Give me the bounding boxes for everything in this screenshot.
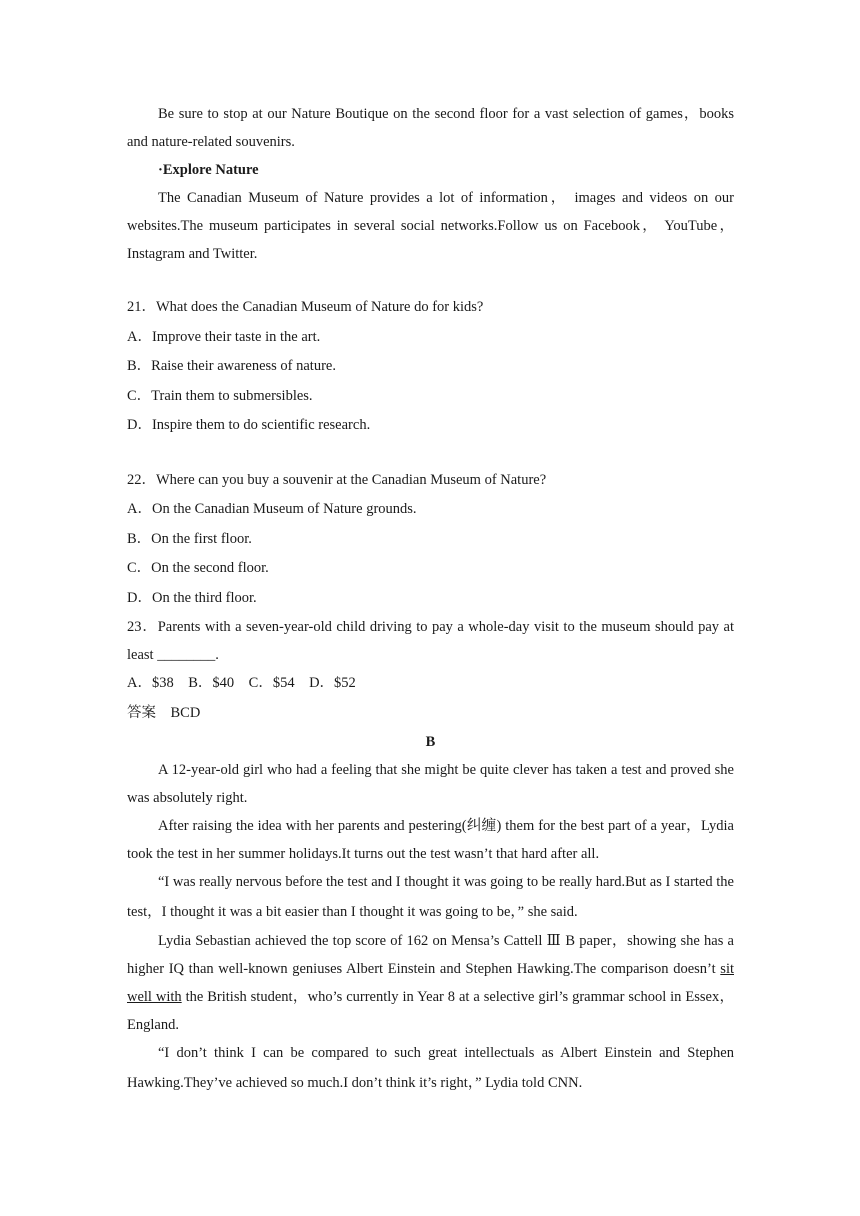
- option-c: C．Train them to submersibles.: [127, 387, 313, 404]
- passage-b-paragraph-1: A 12-year-old girl who had a feeling that she might be quite clever has taken a test and proved she was absolutely right.: [127, 762, 734, 806]
- answer-line: [127, 699, 734, 729]
- option-d: D．On the third floor.: [127, 589, 257, 606]
- spacer: [127, 441, 734, 466]
- option-c: C．On the second floor.: [127, 560, 269, 576]
- answer-value: BCD: [170, 704, 201, 721]
- document-page: [127, 100, 734, 1098]
- explore-nature-heading-text: Explore Nature: [162, 162, 259, 178]
- bullet-dot: ·: [158, 162, 163, 178]
- option-b: B．On the first floor.: [127, 530, 252, 547]
- inline-options: A．$38 B．$40 C．$54 D．$52: [127, 675, 356, 691]
- question-stem: 23．Parents with a seven-year-old child driving to pay a whole-day visit to the museum should pay at least ________.: [127, 619, 734, 663]
- explore-nature-heading: [127, 156, 734, 184]
- passage-b-paragraph-4: [127, 927, 734, 1039]
- passage-b-paragraph-5: “I don’t think I can be compared to such great intellectuals as Albert Einstein and Stephen Hawking.They’ve achieved so much.I don’t think it’s right，” Lydia told CNN.: [127, 1045, 734, 1091]
- question-22: [127, 466, 734, 614]
- option-b: B．Raise their awareness of nature.: [127, 358, 336, 374]
- paragraph-4-text-before: Lydia Sebastian achieved the top score of 162 on Mensa’s Cattell Ⅲ B paper，showing she has a higher IQ than well-known geniuses Albert Einstein and Stephen Hawking.The comparison doesn’t: [127, 933, 734, 977]
- option-a: A．Improve their taste in the art.: [127, 328, 321, 345]
- explore-nature-paragraph: The Canadian Museum of Nature provides a lot of information， images and videos on our websites.The museum participates in several social networks.Follow us on Facebook， YouTube，Instagram and Twitter.: [127, 190, 734, 262]
- question-23: [127, 613, 734, 699]
- passage-b-paragraph-2: After raising the idea with her parents and pestering(纠缠) them for the best part of a year，Lydia took the test in her summer holidays.It turns out the test wasn’t that hard after all.: [127, 818, 734, 862]
- section-b-label: B: [425, 734, 436, 750]
- option-a: A．On the Canadian Museum of Nature grounds.: [127, 501, 417, 517]
- option-d: D．Inspire them to do scientific research.: [127, 417, 371, 433]
- underlined-phrase: sit well with: [127, 961, 734, 1005]
- question-stem: 22．Where can you buy a souvenir at the Canadian Museum of Nature?: [127, 471, 547, 488]
- spacer: [127, 268, 734, 293]
- question-stem: 21．What does the Canadian Museum of Nature do for kids?: [127, 299, 484, 315]
- question-21: [127, 293, 734, 441]
- answer-label: 答案: [127, 704, 156, 721]
- passage-b-paragraph-3: “I was really nervous before the test and I thought it was going to be really hard.But as I started the test，I thought it was a bit easier than I thought it was going to be，” she said.: [127, 874, 734, 920]
- paragraph-4-text-after: the British student，who’s currently in Year 8 at a selective girl’s grammar school in Essex，England.: [127, 989, 734, 1033]
- boutique-paragraph: Be sure to stop at our Nature Boutique on the second floor for a vast selection of games，books and nature-related souvenirs.: [127, 106, 734, 150]
